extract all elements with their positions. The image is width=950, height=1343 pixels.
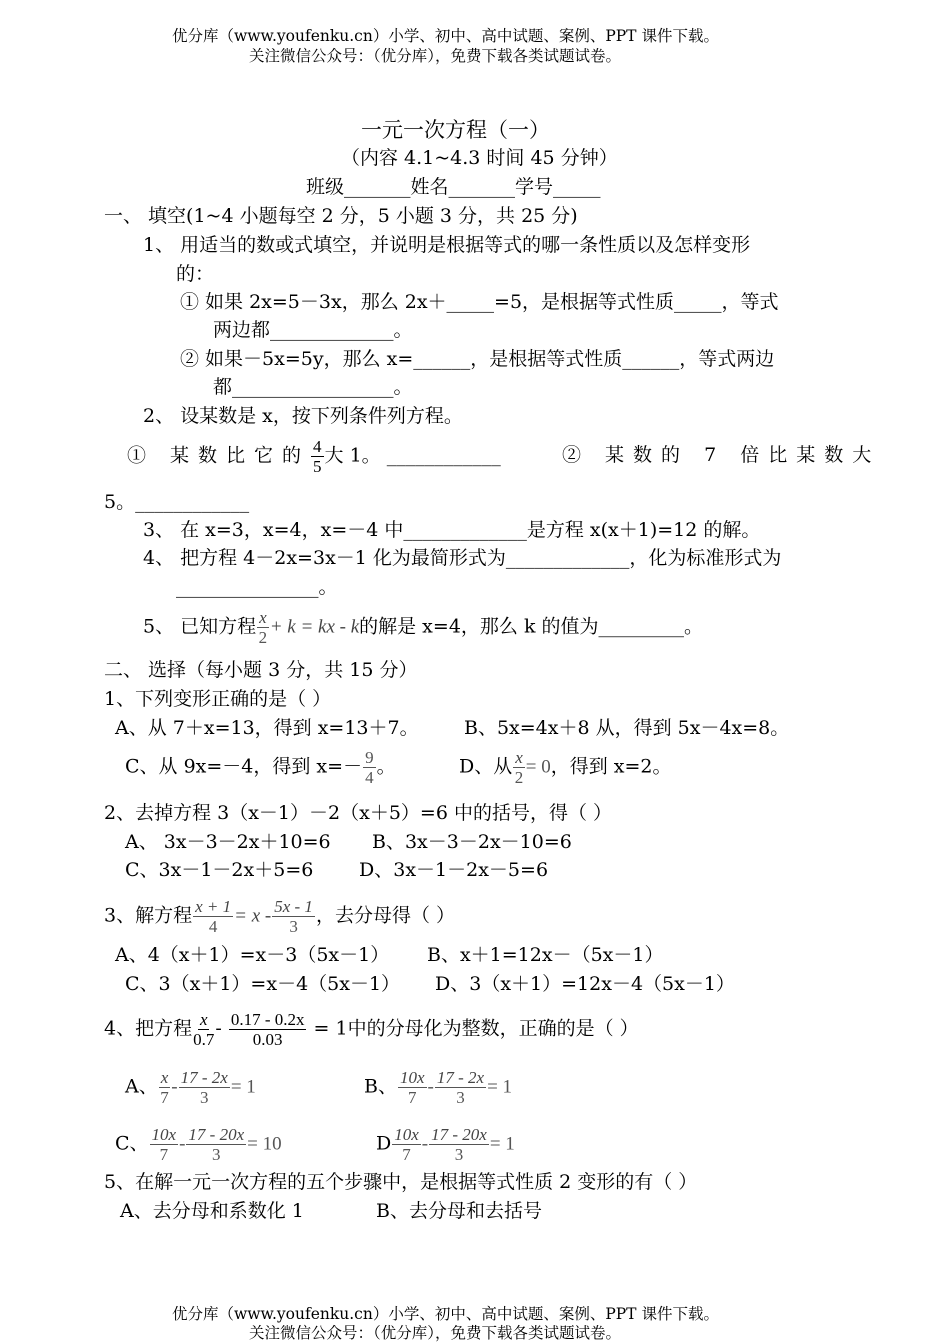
fraction-numerator: 0.17 - 0.2x (230, 1010, 305, 1029)
part2-q1-option-b: B、5x=4x＋8 从，得到 5x－4x=8。 (464, 717, 790, 739)
fraction-b1 (398, 1068, 427, 1107)
header-line-2: 关注微信公众号：（优分库），免费下载各类试题试卷。 (249, 47, 622, 65)
fraction-5x-minus-1-over-3 (272, 897, 315, 936)
part2-q1-option-d (459, 748, 672, 787)
part1-q4-line2: _______________。 (176, 576, 338, 598)
fraction-denominator: 2 (258, 628, 268, 647)
part1-q5 (143, 608, 703, 647)
fraction-d2 (429, 1125, 489, 1164)
part2-q2-option-a: A、 3x－3－2x＋10=6 (125, 831, 331, 853)
fraction-denominator: 7 (159, 1145, 169, 1164)
minus-sign: - (427, 1076, 434, 1098)
fraction-numerator: x (199, 1010, 208, 1029)
fraction-denominator: 3 (199, 1088, 209, 1107)
fraction-d1 (392, 1125, 421, 1164)
part2-q2-option-d: D、3x－1－2x－5=6 (359, 859, 549, 881)
fraction-denominator: 3 (454, 1145, 464, 1164)
fraction-numerator: 17 - 20x (188, 1125, 245, 1144)
part2-q1-option-c (125, 748, 396, 787)
part1-q5-prefix: 5、 已知方程 (143, 615, 257, 638)
fraction-0.17-over-0.03 (229, 1010, 307, 1049)
fraction-b2 (435, 1068, 486, 1107)
q4-equals: = 1 (313, 1017, 348, 1040)
q4-suffix: 中的分母化为整数，正确的是（ ） (347, 1017, 639, 1040)
footer-line-2: 关注微信公众号：（优分库），免费下载各类试题试卷。 (249, 1324, 622, 1342)
equals-part: = 1 (487, 1076, 513, 1098)
fraction-denominator: 7 (160, 1088, 169, 1107)
part2-q2-option-c: C、3x－1－2x＋5=6 (125, 859, 314, 881)
minus-sign: - (171, 1076, 178, 1098)
q4-prefix: 4、把方程 (104, 1017, 193, 1040)
part2-q4-option-a (125, 1068, 256, 1107)
part1-q2-a-suffix: 大 1。 ____________ (324, 444, 501, 467)
option-d-prefix: D、从 (459, 755, 513, 778)
equals-part: = 10 (247, 1133, 282, 1155)
fraction-4-5 (311, 437, 324, 476)
part1-q5-suffix: 的解是 x=4，那么 k 的值为_________。 (359, 615, 703, 638)
part2-q3-option-c: C、3（x＋1）=x－4（5x－1） (125, 973, 401, 995)
fraction-denominator: 5 (313, 457, 322, 476)
fraction-a1 (159, 1068, 171, 1107)
part1-q1-b-line1: ② 如果－5x=5y，那么 x=______，是根据等式性质______，等式两边 (180, 348, 775, 370)
part1-q2-a (127, 437, 501, 476)
fraction-a2 (179, 1068, 230, 1107)
fraction-x-2 (513, 748, 525, 787)
fraction-denominator: 0.03 (252, 1030, 283, 1049)
part2-q3-option-b: B、x＋1=12x－（5x－1） (427, 944, 664, 966)
fraction-denominator: 4 (208, 917, 218, 936)
part2-q3-option-d: D、3（x＋1）=12x－4（5x－1） (435, 973, 735, 995)
fraction-numerator: 5x - 1 (274, 897, 313, 916)
fraction-denominator: 3 (456, 1088, 465, 1107)
part2-q3 (104, 897, 455, 936)
option-d-suffix: ，得到 x=2。 (550, 755, 672, 778)
fraction-denominator: 2 (514, 768, 524, 787)
part2-q2-option-b: B、3x－3－2x－10=6 (372, 831, 572, 853)
option-label: D (376, 1132, 392, 1155)
fraction-denominator: 3 (212, 1145, 221, 1164)
minus-sign: - (421, 1133, 429, 1155)
q3-middle: = x - (234, 905, 272, 927)
fraction-numerator: 10x (399, 1068, 425, 1087)
fraction-numerator: 17 - 2x (436, 1068, 485, 1087)
equals-part: = 1 (489, 1133, 515, 1155)
option-c-suffix: 。 (376, 755, 396, 778)
fraction-numerator: 9 (365, 748, 374, 767)
part1-q1-b-line2: 都_________________。 (213, 376, 413, 398)
part2-q4-option-b (364, 1068, 512, 1107)
header-line-1: 优分库（www.youfenku.cn）小学、初中、高中试题、案例、PPT 课件下载。 (172, 27, 719, 45)
minus-sign: - (179, 1133, 186, 1155)
fraction-denominator: 4 (365, 768, 374, 787)
part2-q1: 1、下列变形正确的是（ ） (104, 688, 332, 710)
fraction-numerator: x + 1 (195, 897, 232, 916)
fraction-x-plus-1-over-4 (193, 897, 233, 936)
equals-part: = 1 (230, 1076, 256, 1098)
part2-q1-option-a: A、从 7＋x=13，得到 x=13＋7。 (115, 717, 419, 739)
part1-q2-b-cont: 5。____________ (104, 491, 250, 513)
fraction-numerator: 17 - 20x (431, 1125, 487, 1144)
q4-minus: - (215, 1017, 222, 1040)
option-d-equals: = 0 (525, 756, 551, 778)
fraction-x-over-0.7 (193, 1010, 214, 1049)
option-c-prefix: C、从 9x=－4，得到 x=－ (125, 755, 363, 778)
student-info-line: 班级_______姓名_______学号_____ (306, 176, 601, 198)
part1-q1-line2: 的： (176, 263, 215, 285)
fraction-numerator: 10x (151, 1125, 177, 1144)
fraction-numerator: 10x (394, 1125, 419, 1144)
part2-q4-option-d (376, 1125, 515, 1164)
fraction-x-2 (257, 608, 269, 647)
q3-prefix: 3、解方程 (104, 904, 193, 927)
fraction-numerator: 4 (313, 437, 322, 456)
option-label: A、 (125, 1075, 158, 1098)
part1-q2-b: ② 某数的 7 倍比某数大 (562, 444, 881, 466)
page-title: 一元一次方程（一） (361, 118, 550, 142)
fraction-numerator: x (259, 608, 267, 627)
part1-heading: 一、 填空(1~4 小题每空 2 分，5 小题 3 分，共 25 分) (104, 205, 578, 227)
fraction-c2 (186, 1125, 246, 1164)
fraction-numerator: x (515, 748, 523, 767)
part2-heading: 二、 选择（每小题 3 分，共 15 分） (104, 659, 418, 681)
fraction-c1 (150, 1125, 179, 1164)
fraction-denominator: 0.7 (193, 1030, 215, 1049)
fraction-9-4 (363, 748, 376, 787)
part2-q2: 2、去掉方程 3（x－1）－2（x＋5）=6 中的括号，得（ ） (104, 802, 613, 824)
part1-q3: 3、 在 x=3，x=4，x=－4 中_____________是方程 x(x＋1)=12 的解。 (143, 519, 761, 541)
option-label: C、 (115, 1132, 149, 1155)
part2-q4-option-c (115, 1125, 282, 1164)
footer-line-1: 优分库（www.youfenku.cn）小学、初中、高中试题、案例、PPT 课件下载。 (172, 1305, 719, 1323)
fraction-denominator: 7 (407, 1088, 417, 1107)
part1-q4-line1: 4、 把方程 4－2x=3x－1 化为最简形式为_____________，化为标准形式为 (143, 547, 782, 569)
q3-suffix: ，去分母得（ ） (315, 904, 455, 927)
part2-q5: 5、在解一元一次方程的五个步骤中，是根据等式性质 2 变形的有（ ） (104, 1171, 698, 1193)
fraction-numerator: 17 - 2x (180, 1068, 228, 1087)
part2-q5-option-a: A、去分母和系数化 1 (120, 1200, 304, 1222)
fraction-denominator: 7 (402, 1145, 411, 1164)
part2-q5-option-b: B、去分母和去括号 (376, 1200, 542, 1222)
option-label: B、 (364, 1075, 397, 1098)
fraction-denominator: 3 (289, 917, 298, 936)
part1-q2-a-prefix: ① 某数比它的 (127, 444, 311, 467)
page-subtitle: （内容 4.1~4.3 时间 45 分钟） (341, 147, 618, 169)
fraction-numerator: x (160, 1068, 169, 1087)
part1-q1-a-line1: ① 如果 2x=5－3x，那么 2x＋_____=5，是根据等式性质_____，等式 (180, 291, 779, 313)
part1-q1-a-line2: 两边都_____________。 (213, 319, 413, 341)
part1-q2: 2、 设某数是 x，按下列条件列方程。 (143, 405, 463, 427)
part1-q5-expression: + k = kx - k (269, 616, 360, 638)
part1-q1-line1: 1、 用适当的数或式填空，并说明是根据等式的哪一条性质以及怎样变形 (143, 234, 751, 256)
part2-q3-option-a: A、4（x＋1）=x－3（5x－1） (115, 944, 390, 966)
part2-q4 (104, 1010, 639, 1049)
